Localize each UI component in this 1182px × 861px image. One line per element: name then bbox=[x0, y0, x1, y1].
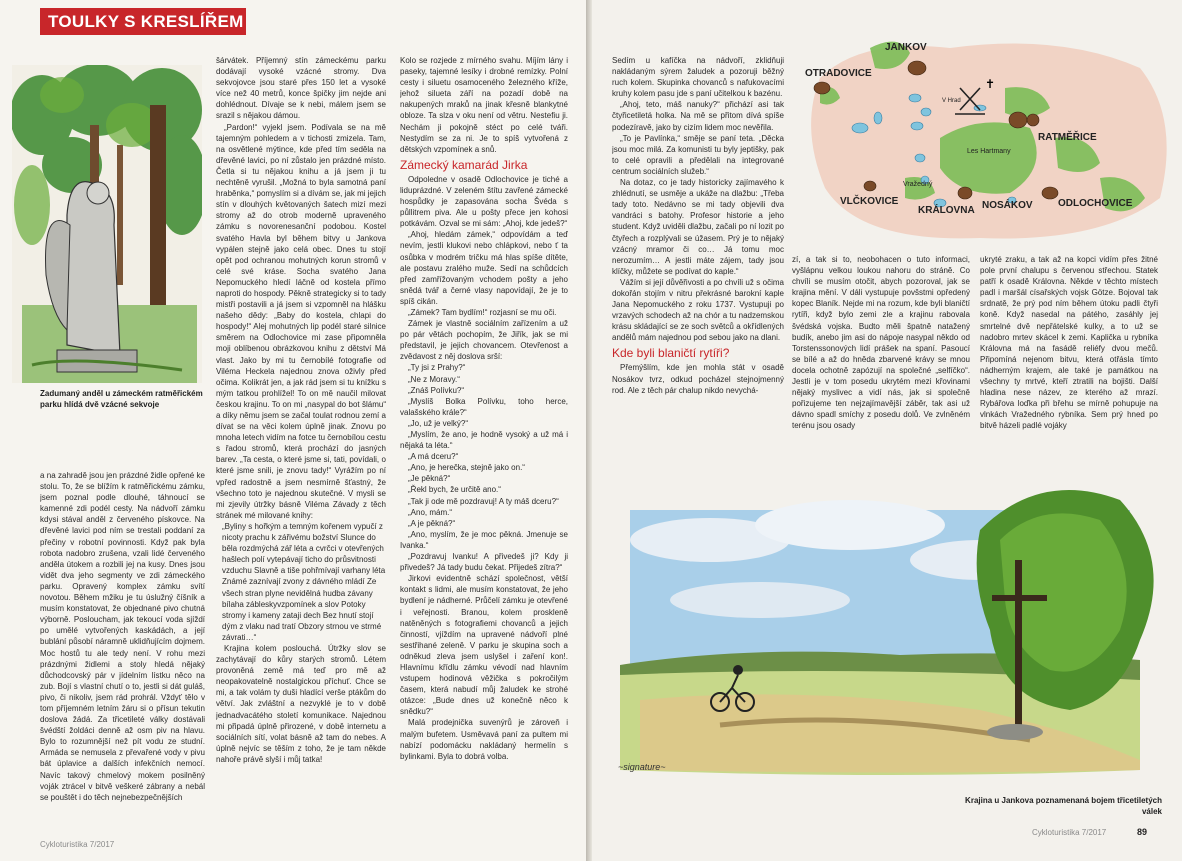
paragraph: Malá prodejnička suvenýrů je zároveň i malým bufetem. Usměvavá paní za pultem mi nabízí podomácku nakládaný hermelín s bylinkami. Byla to dobrá volba. bbox=[400, 718, 568, 761]
dialogue-line: „Myslíš Bolka Polívku, toho herce, valašského krále?“ bbox=[400, 396, 568, 417]
paragraph: a na zahradě jsou jen prázdné židle opřené ke stolu. To, že se blížím k ratměřickému zámku, jsem poznal podle dlouhé, táhnoucí se kamenné zdi podél cesty. Na nádvoří zámku kdysi stával anděl z červeného pískovce. Na dřevěné lavici pod ním se trestali poddaní za přečiny v robotní povinnosti. Když pak byla robota nadobro zrušena, vzali lidé červeného anděla útokem a rozbili jej na kusy. Dnes jsou vidět dva jeho segmenty ve zdi zámeckého parku. Opravený komplex zámku svítí novotou. Během mžiku je tu úslužný číšník a musím konstatovat, že objednané pivo chutná výborně. Posloucham, jak tekoucí voda sjíždí po umělé vytvořených kaskádách, a její bublání působí náramně uklidňujícím dojmem. Moc hostů tu ale tedy není. V rohu mezi prázdnými židlemi a stoly hledá nějaký důchodcovský pár v jídelním lístku něco na zub. Bojí s vlastní chutí o to, jestli si dát guláš, pivo, či nikoliv, jsem rád prohrál. Vždyť tělo v tom příjemném letním žáru si o přísun tekutin doslova žádá. Za třicetileté války dostávali švédští žoldáci denně až osm piv na hlavu. Bylo to rozumnější než pít vodu ze studní. Armáda se nemusela z převařené vody v pivu bát úplavice a dalších infekčních nemocí. Navíc takový chmelový mokem posilněný voják ztrácel v bitvě veškeré zábrany a nebál se pouštět i do těch nejnebezpečnějších bbox=[40, 471, 205, 802]
paragraph: Kolo se rozjede z mírného svahu. Míjím lány i paseky, tajemné lesíky i drobné remízky. Polní cesty i siluetu osamoceného železného kříže, jehož silueta září na pozadí době na nakupených mraků na jinak křesně blankytné obloze. Ta slza v oku není od větru. Nestefiu ji. Nechám ji pokojně stéct po celé tváři. Nestydím se za ni. Je to spíš vytvořená z dětských vzpomínek a snů. bbox=[400, 56, 568, 154]
angel-statue-illustration bbox=[12, 65, 202, 383]
artist-signature-icon: ~signature~ bbox=[618, 762, 666, 772]
paragraph: Jirkovi evidentně schází společnost, větší kontakt s lidmi, ale musím konstatovat, že jeho bydlení je nádherné. Průčelí zámku je otevřené i veřejnosti. Branou, kolem proskleně natěněných s fotografiemi chovanců a jejich činností, vjíždím na upravené nádvoří plné sestřihané zeleně. V parku je skupina soch a odněkud zleva jsem uslyšel i zaření kon!. Hlavnímu křídlu zámku vévodí nad hlavním vstupem hodinová věžička s pokročilým časem, která nabudí můj žaludek ke strohé otázce: „Bude dnes už konečně něco k snědku?“ bbox=[400, 574, 568, 717]
paragraph: „Zámek? Tam bydlím!“ rozjasní se mu oči. bbox=[408, 307, 557, 317]
dialogue-line: „Ano, myslím, že je moc pěkná. Jmenuje se Ivanka.“ bbox=[400, 529, 568, 550]
column-4 bbox=[612, 55, 784, 450]
paragraph: „Ahoj, teto, máš nanuky?“ přichází asi tak čtyřicetiletá holka. Na mě se přitom dívá spíše podezíravě, jako by cizím lidem moc nevěřila. bbox=[612, 100, 784, 132]
map-label: JANKOV bbox=[885, 42, 927, 53]
landscape-caption: Krajina u Jankova poznamenaná bojem třicetiletých válek bbox=[965, 796, 1162, 816]
column-2 bbox=[216, 55, 386, 840]
map-label: NOSÁKOV bbox=[982, 200, 1033, 211]
page-number: 89 bbox=[1137, 827, 1148, 837]
map-label: VLČKOVICE bbox=[840, 196, 899, 207]
footer-left: Cykloturistika 7/2017 bbox=[40, 840, 115, 849]
dialogue-line: „A je pěkná?“ bbox=[408, 518, 456, 528]
area-map bbox=[800, 28, 1180, 248]
right-page bbox=[592, 0, 1182, 861]
column-1-bottom bbox=[40, 470, 205, 840]
paragraph: „Pardon!“ vyjekl jsem. Podívala se na mě tajemným pohledem a v tichosti zmizela. Tam, na osvětlené mýtince, kde před tím seděla na dřevěné lavici, po ní zůstalo jen prázdné místo. Četla si tu nějakou knihu a já jsem ji tu nechtěně vyrušil. „Možná to byla samotná paní hraběnka,“ pomyslím si a dívám se, jak mi jejich stín v dlouhých květovaných šatech mizí mezi stromy až do otrob moderně upraveného zámku s novorenesanční podobou. Kostel svatého Havla byl během bitvy u Jankova vypálen stejně jako celá obec. Dnes tu stojí opět pod ochranou mohutných korun stromů v celé své kráse. Socha svatého Jana Nepomuckého hledí láčně od kostela přímo naproti do hospody. Pěkně strategicky si to tady mistři postavili a já jsem si vzpomněl na hlášku našeho dědy: „Baby do kostela, chlapi do hospody!“ Alej mohutných lip podél staré silnice směrem na Odlochovice mi zase připomněla moji oblíbenou obrázkovou knihu z dětství Má vlast. Jako by mi tu černobílé fotografie od Viléma Heckela najednou znova oživly před očima. Kolikrát jen, a jak rád jsem si tu knížku s mým tatkou prohlížel! To on mě naučil milovat českou krajinu. To on mi „nasypal do bot šlámu“ a díky němu jsem se začal toulat rodnou zemí a dívat se na věci kolem úplně jinak. Znovu po mnoha letech vidím na fotce tu černobílou cestu s řadou stromů, která prochází do jasných barev. „Ta cesta, o které jsme si, tati, povídali, o které jsme snili, je znovu tady!“ Vyrážím po ní vpřed radostně a jsem nesmírně šťastný, že všechno toto je najednou skutečné. V mysli se mi zjevily útržky básně Viléma Závady z těch stránek mé milované knihy: bbox=[216, 122, 386, 520]
paragraph: Zámek je vlastně sociálním zařízením a už po pár větách pochopím, že Jiřík, jak se mi představil, je jejich chovancem. Otevřenost a zvědavost z něj doslova srší: bbox=[400, 319, 568, 362]
paragraph: Odpoledne v osadě Odlochovice je tiché a liduprázdné. V zeleném štítu zavřené zámecké hospůdky je zapasována socha Švéda s půllitrem piva. Ale u pošty přece jen kohosi potkávám. Ozval se mi sám: „Ahoj, kde jedeš?“ bbox=[400, 174, 568, 229]
dialogue-line: „Je pěkná?“ bbox=[408, 474, 451, 484]
paragraph: Na dotaz, co je tady historicky zajímavého k zhlédnutí, se usměje a ukáže na dlažbu: „Třeba tady toto. Nedávno se mi tady objevili dva vandráci s batohy. Profesor historie a jeho student. Když uviděli dlažbu, začali po ní lozit po čtyřech a rozplývali se úžasem. Prý je to nějaký vzácný mramor či co… Já tomu moc nerozumím… A jestli máte zájem, tady jsou klíčky, můžete se podívat do kaple.“ bbox=[612, 178, 784, 276]
paragraph: zí, a tak si to, neobohacen o tuto informaci, vyšlápnu velkou loukou nahoru do stráně. Co chvíli se musím otočit, abych pozoroval, jak se krajina mění. V dáli vystupuje povšstmi opředený kopec Blaník. Nejde mi na rozum, kde byli blaničtí rytíři, když bylo zemi zle a krajinu rabovala švédská vojska. Budto měli špatně natažený budík, anebo jim asi do nápoje nasypal někdo od Torstenssonových lidí prášek na spaní. Pasoucí se bílé a až do hněda zbarvené krávy se mnou docela ochotně zapózují na společné „selfíčko“. Jestli je v tom posedu ukrytém mezi křovinami nějaký myslivec a vidí nás, jak si společně pořizujeme ten nejzajímavější záběr, tak asi už dávno spadl smíchy z posedu dolů. Ve zvlněném terénu jsou osady bbox=[792, 255, 970, 431]
photo-caption: Zadumaný anděl u zámeckém ratměřickém parku hlídá dvě vzácné sekvoje bbox=[40, 389, 203, 409]
map-label: ODLOCHOVICE bbox=[1058, 198, 1133, 209]
paragraph: šárvátek. Příjemný stín zámeckému parku dodávají vysoké vzácné stromy. Dva sekvojovce jsou staré přes 150 let a vysoké více než 40 metrů, konce špičky jim nejde ani dohlédnout. Dívaje se k nebi, málem jsem se srazil s nějakou dámou. bbox=[216, 56, 386, 121]
dialogue-line: „Řekl bych, že určitě ano.“ bbox=[408, 485, 501, 495]
column-5 bbox=[792, 254, 970, 450]
dialogue-line: „A má dceru?“ bbox=[408, 452, 459, 462]
column-6 bbox=[980, 254, 1158, 450]
map-label: KRÁLOVNA bbox=[918, 205, 975, 216]
map-label: Les Hartmany bbox=[967, 148, 1011, 155]
map-label: OTRADOVICE bbox=[805, 68, 872, 79]
column-3 bbox=[400, 55, 568, 840]
landscape-illustration bbox=[600, 470, 1175, 790]
dialogue-line: „Pozdravuj Ivanku! A přivedeš ji? Kdy ji přivedeš? Já tady budu čekat. Přijedeš zítra?“ bbox=[400, 552, 568, 573]
paragraph: Krajina kolem poslouchá. Útržky slov se zachytávají do kůry starých stromů. Létem provoněná země má teď pro mě až neopakovatelně nostalgickou příchuť. Chce se mi, a tak volám ty duši hladící verše ptákům do větví. Jak zvláštní a nezvyklé je to v době jednadvacátého století komunikace. Najednou mi připadá úplně přirozené, v době internetu a sociálních sítí, volat básně až tam do nebes. A úplně nejvíc se těším z toho, že je tam někde nahoře právě slyší i můj tatka! bbox=[216, 643, 386, 764]
dialogue-line: „Jo, už je velký?“ bbox=[408, 418, 469, 428]
church-icon: ✝ bbox=[985, 77, 996, 91]
paragraph: ukryté zraku, a tak až na kopci vidím přes žitné pole první chalupu s červenou střechou. Statek patří k osadě Královna. Někde v těchto místech padl i maršál císařských vojsk Götze. Bojoval tak srdnatě, že prý pod ním během útoku padli čtyři koně. Když nasedal na pátého, zasáhly jej smrtelné dvě nepřátelské kulky, a to už se nadobro mrtev skácel k zemi. Kaplička u rybníka Královna má na fasádě reliéfy dvou mečů. Připomíná nejenom bitvu, která otřásla tímto nádherným krajem, ale také je památkou na všechny ty mrtvé, kteří ztratili na bojišti. Další hladina nese název, ze kterého až mrazí. Rybářova loďka při břehu se mírně pohupuje na vlnkách Vražedného rybníka. Sem prý hned po bitvě házeli padlé vojáky bbox=[980, 255, 1158, 431]
paragraph: Přemýšlím, kde jen mohla stát v osadě Nosákov tvrz, odkud pocházel stejnojmenný rod. Ale z těch pár chalup nikdo nevychá- bbox=[612, 363, 784, 395]
dialogue-line: „Ano, je herečka, stejně jako on.“ bbox=[408, 463, 525, 473]
left-page bbox=[0, 0, 586, 861]
map-label: RATMĚŘICE bbox=[1038, 132, 1097, 143]
dialogue-line: „Ano, mám.“ bbox=[408, 507, 453, 517]
paragraph: Sedím u kafíčka na nádvoří, zklidňuji nakládaným sýrem žaludek a pozoruji běžný ruch kolem. Skupinka chovanců s nafukovacími kruhy kolem pasu jde s paní učitelkou k bazénu. bbox=[612, 56, 784, 99]
dialogue-line: „Ty jsi z Prahy?“ bbox=[408, 363, 466, 373]
map-label: Vražedný bbox=[903, 181, 933, 188]
map-svg bbox=[800, 28, 1180, 248]
dialogue-line: „Ne z Moravy.“ bbox=[408, 374, 460, 384]
footer-right: Cykloturistika 7/2017 bbox=[1032, 828, 1107, 837]
paragraph: „To je Pavlínka,“ směje se paní teta. „Děcka jsou moc milá. Za komunisti tu byly jeptišky, pak to celé opravili a předělali na integrované centrum sociálních služeb.“ bbox=[612, 133, 784, 176]
section-banner: TOULKY S KRESLÍŘEM bbox=[40, 8, 246, 35]
heading-jirka: Zámecký kamarád Jirka bbox=[400, 157, 528, 172]
poem: „Byliny s hořkým a temným kořenem vypučí z nicoty prachu k zářivému božství Slunce do běla rozdmýchá zář léta a cvrčci v otevřených hašlech polí vytepávají ticho do průsvitnosti vzduchu Slavně a tiše pohřmívají varhany léta Známé zaznívají zvony z dávného mládí Ze všech stran plyne nevidělná hudba závany bílaha zábleskyvzpomínek a slov Potoky stromy i kameny zataji dech Bez hnutí stojí dým z vlaku nad tratí Obzory strnou ve strmé závrati…“ bbox=[222, 521, 386, 642]
dialogue-line: „Myslím, že ano, je hodně vysoký a už má i nějaká ta léta.“ bbox=[400, 430, 568, 451]
map-label: V Hrad bbox=[942, 98, 961, 104]
dialogue-line: „Znáš Polívku?“ bbox=[408, 385, 465, 395]
heading-knights: Kde byli blaničtí rytíři? bbox=[612, 346, 730, 361]
dialogue-line: „Tak ji ode mě pozdravuj! A ty máš dceru?“ bbox=[408, 496, 559, 506]
paragraph: „Ahoj, hledám zámek,“ odpovídám a teď nevím, jestli klukovi nebo chlápkovi, nebo ť ta osůbka v modrém tričku má hlas spíše dítěte, ale postavu zralého muže. Sedí na schůdcích před zamřížovaným vchodem pošty a jeho snědá tvář a černé vlasy napovídají, že je to spíš cikán. bbox=[400, 230, 568, 306]
paragraph: Vážím si její důvěřivosti a po chvíli už s očima dokořán stojím v nitru překrásné barokní kaple Jana Nepomuckého z roku 1737. Vystupuji po vrzavých schodech až na chór a tu nadzemskou krásu skládající se ze soch světců a okřídlených andělů mám najednou pod sebou jako na dlani. bbox=[612, 277, 784, 343]
